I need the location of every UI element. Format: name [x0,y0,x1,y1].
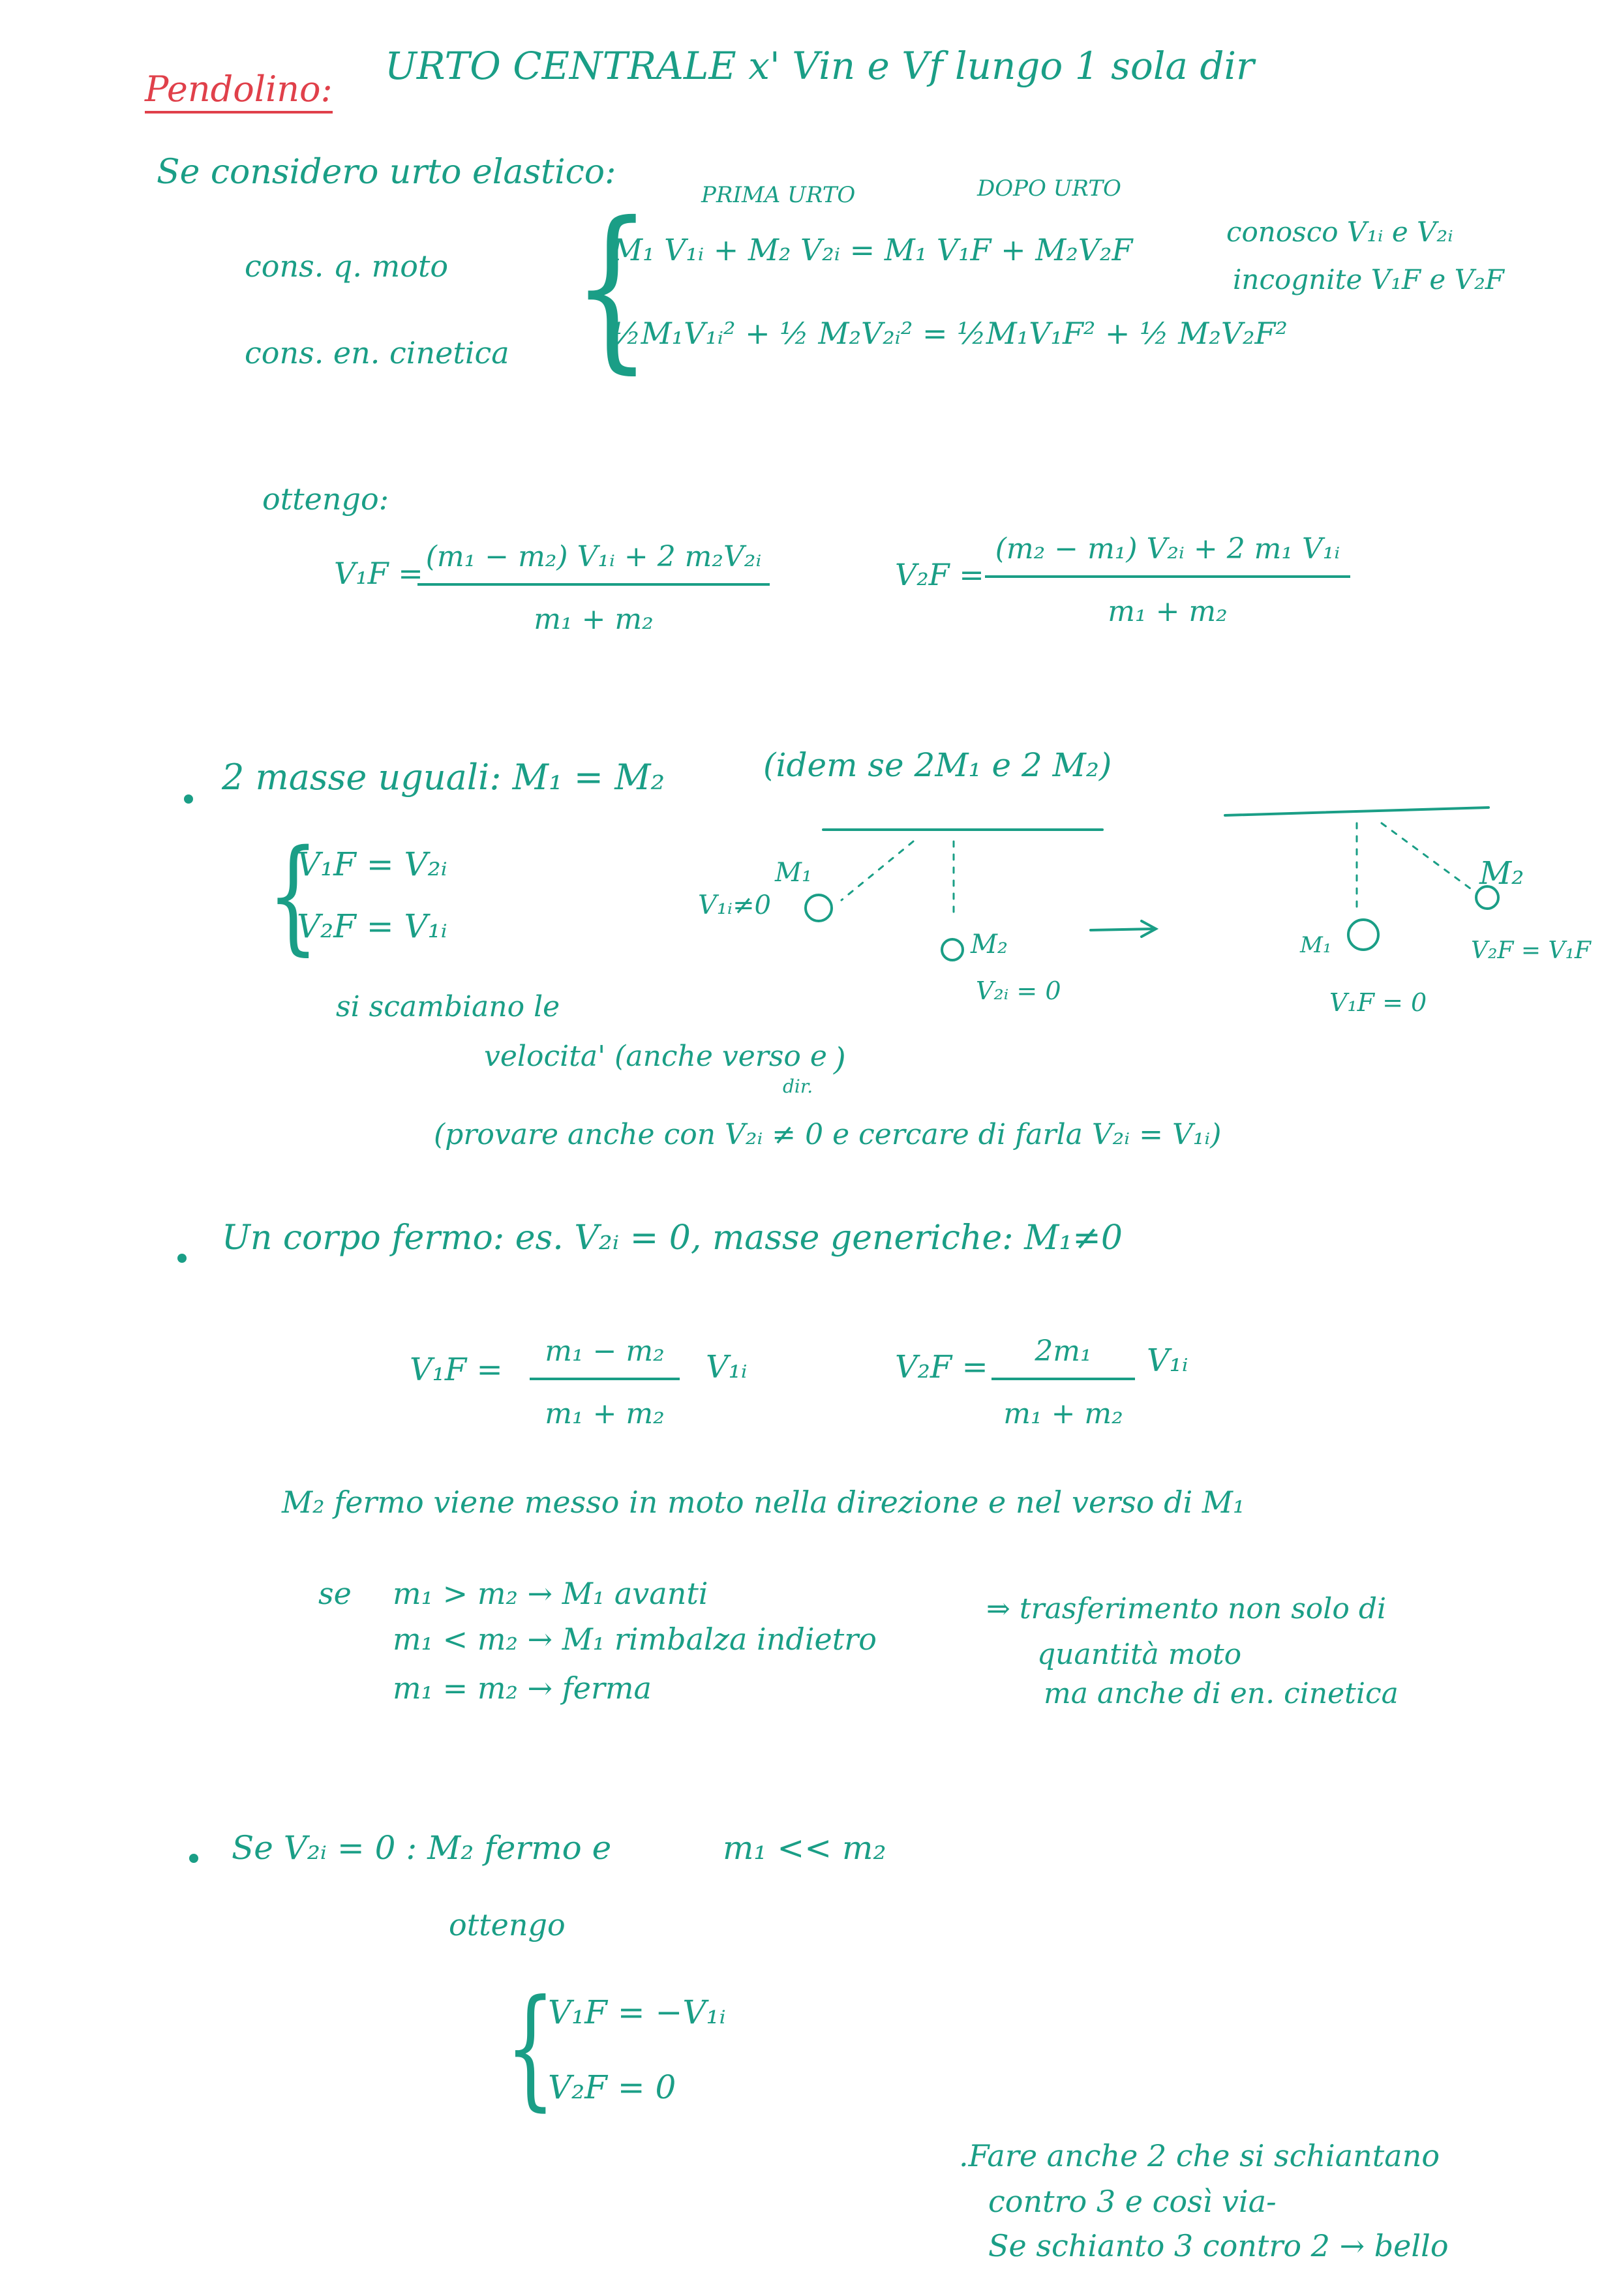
momentum-label: cons. q. moto [245,249,449,284]
still-v1f-numerator: m₁ − m₂ [530,1337,680,1380]
topic-label: Pendolino: [145,72,333,113]
fig-v2f-label: V₂F = V₁F [1471,937,1591,964]
fig-v1f-label: V₁F = 0 [1329,988,1427,1017]
still-v2f-fraction [991,1337,1135,1428]
energy-equation: ½M₁V₁ᵢ² + ½ M₂V₂ᵢ² = ½M₁V₁F² + ½ M₂V₂F² [612,316,1288,351]
equal-eq1: V₁F = V₂ᵢ [297,845,447,883]
before-label: PRIMA URTO [701,182,856,208]
equal-brace: { [267,823,319,967]
bullet-small [189,1854,198,1863]
results-intro: ottengo: [262,481,389,517]
transfer-line3: ma anche di en. cinetica [1044,1677,1399,1710]
v2f-label: V₂F = [895,557,984,592]
still-v2f-label: V₂F = [895,1349,988,1385]
small-intro: ottengo [449,1907,566,1942]
swap-line2: velocita' (anche verso e [484,1040,827,1073]
footer-line2: contro 3 e così via- [988,2184,1277,2219]
equal-masses-title: 2 masse uguali: M₁ = M₂ [222,757,665,798]
v2f-denominator: m₁ + m₂ [1108,595,1228,628]
small-eq2: V₂F = 0 [548,2068,676,2106]
try-note: (provare anche con V₂ᵢ ≠ 0 e cercare di farla V₂ᵢ = V₁ᵢ) [434,1118,1222,1151]
still-se: se [318,1576,352,1611]
transfer-line1: ⇒ trasferimento non solo di [986,1592,1387,1625]
string-m2-after [1382,823,1473,890]
still-v2f-tail: V₁ᵢ [1147,1342,1188,1379]
still-v2f-numerator: 2m₁ [991,1337,1135,1380]
string-m1-before [841,841,913,900]
still-case2: m₁ < m₂ → M₁ rimbalza indietro [393,1622,877,1657]
swap-line3: dir. [783,1076,813,1097]
transfer-line2: quantità moto [1037,1638,1242,1671]
footer-line3: Se schianto 3 contro 2 → bello [988,2228,1449,2263]
after-label: DOPO URTO [977,175,1121,202]
still-v1f-tail: V₁ᵢ [706,1349,748,1385]
small-eq1: V₁F = −V₁ᵢ [548,1993,726,2031]
system-brace: { [573,184,652,389]
elastic-intro: Se considero urto elastico: [157,153,616,192]
fig-m1-after-label: M₁ [1300,932,1332,958]
v1f-label: V₁F = [334,556,423,591]
ball-m2-before [942,939,963,960]
still-v1f-label: V₁F = [410,1352,503,1388]
fig-v2i-label: V₂ᵢ = 0 [976,976,1061,1005]
known-text: conosco V₁ᵢ e V₂ᵢ [1226,216,1453,248]
v1f-numerator: (m₁ − m₂) V₁ᵢ + 2 m₂V₂ᵢ [417,543,770,586]
fig-m1-label: M₁ [775,858,812,888]
page-title: URTO CENTRALE x' Vin e Vf lungo 1 sola dir [385,44,1254,88]
still-case3: m₁ = m₂ → ferma [393,1670,652,1706]
unknowns-text: incognite V₁F e V₂F [1233,264,1504,295]
transition-arrow [1091,929,1155,930]
ball-m1-before [806,895,832,921]
swap-line1: si scambiano le [336,990,560,1023]
fig-m2-after-label: M₂ [1479,855,1524,892]
still-v1f-fraction [530,1337,680,1428]
still-v2f-denominator: m₁ + m₂ [1003,1397,1123,1430]
fig-v1i-label: V₁ᵢ≠0 [698,890,771,920]
ball-m1-after [1348,920,1378,950]
equal-masses-note: (idem se 2M₁ e 2 M₂) [763,746,1112,784]
swap-paren: ) [834,1041,846,1078]
equal-eq2: V₂F = V₁ᵢ [297,907,447,945]
v1f-denominator: m₁ + m₂ [534,603,654,636]
momentum-equation: M₁ V₁ᵢ + M₂ V₂ᵢ = M₁ V₁F + M₂V₂F [612,232,1133,267]
support-bar-after [1225,808,1489,815]
fig-m2-label: M₂ [971,929,1008,959]
small-title: Se V₂ᵢ = 0 : M₂ fermo e [232,1829,612,1867]
energy-label: cons. en. cinetica [245,335,509,370]
v2f-numerator: (m₂ − m₁) V₂ᵢ + 2 m₁ V₁ᵢ [985,535,1350,578]
still-title: Un corpo fermo: es. V₂ᵢ = 0, masse generiche: M₁≠0 [222,1218,1123,1258]
still-case1: m₁ > m₂ → M₁ avanti [393,1576,708,1611]
bullet-still [177,1254,187,1263]
small-condition: m₁ << m₂ [723,1829,886,1867]
small-brace: { [506,1972,556,2124]
still-v1f-denominator: m₁ + m₂ [545,1397,665,1430]
still-sentence: M₂ fermo viene messo in moto nella direzione e nel verso di M₁ [282,1485,1245,1520]
footer-line1: .Fare anche 2 che si schiantano [959,2138,1440,2173]
